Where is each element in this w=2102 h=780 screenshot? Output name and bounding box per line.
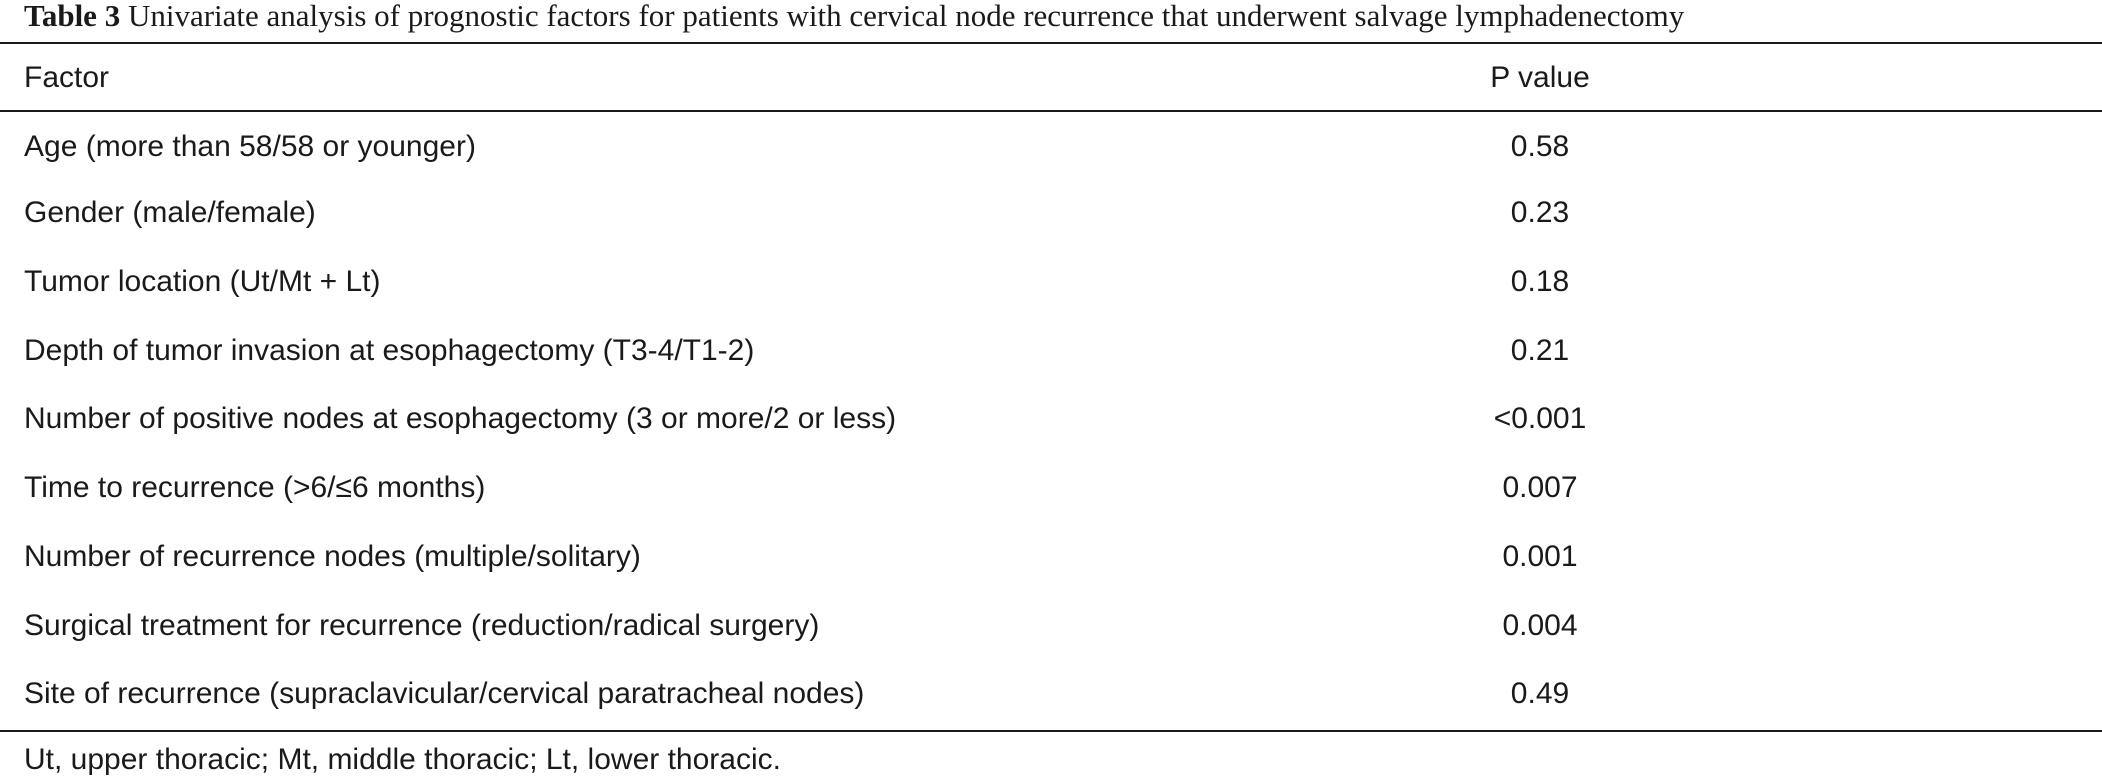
table-row — [0, 454, 2102, 523]
table-caption — [24, 0, 1684, 36]
factor-cell: Site of recurrence (supraclavicular/cervical paratracheal nodes) — [24, 677, 865, 711]
p-value-cell — [1460, 591, 2102, 660]
table-caption-text: Univariate analysis of prognostic factors for patients with cervical node recurrence that underwent salvage lymphadenectomy — [127, 0, 1685, 33]
p-value-text: 0.007 — [1502, 471, 1578, 505]
table-row — [0, 660, 2102, 729]
table-row — [0, 316, 2102, 385]
table-row — [0, 591, 2102, 660]
table-row — [0, 523, 2102, 592]
table-row — [0, 385, 2102, 454]
factor-cell: Surgical treatment for recurrence (reduction/radical surgery) — [24, 608, 820, 642]
p-value-text: 0.001 — [1502, 539, 1578, 573]
prognostic-factors-table — [0, 44, 2102, 729]
p-value-text: 0.58 — [1510, 130, 1570, 164]
p-value-text: 0.23 — [1510, 196, 1570, 230]
p-value-cell — [1460, 523, 2102, 592]
factor-cell: Number of recurrence nodes (multiple/solitary) — [24, 539, 641, 573]
p-value-text: 0.21 — [1510, 333, 1570, 367]
factor-cell: Age (more than 58/58 or younger) — [24, 130, 476, 164]
p-value-text: <0.001 — [1493, 402, 1587, 436]
p-value-cell — [1460, 454, 2102, 523]
p-value-text: 0.18 — [1510, 264, 1570, 298]
factor-cell: Depth of tumor invasion at esophagectomy (T3-4/T1-2) — [24, 333, 755, 367]
p-value-cell — [1460, 179, 2102, 248]
p-value-cell — [1460, 248, 2102, 317]
table-header-row — [0, 44, 2102, 110]
p-value-cell — [1460, 660, 2102, 729]
factor-cell: Time to recurrence (>6/≤6 months) — [24, 471, 486, 505]
table-caption-label: Table 3 — [24, 0, 121, 33]
table-footnote: Ut, upper thoracic; Mt, middle thoracic; Lt, lower thoracic. — [24, 743, 781, 776]
factor-cell: Number of positive nodes at esophagectomy (3 or more/2 or less) — [24, 402, 897, 436]
p-value-cell — [1460, 385, 2102, 454]
table-row — [0, 179, 2102, 248]
factor-cell: Tumor location (Ut/Mt + Lt) — [24, 264, 381, 298]
p-value-text: 0.004 — [1502, 608, 1578, 642]
column-header-factor: Factor — [24, 61, 110, 94]
table-row — [0, 110, 2102, 179]
p-value-cell — [1460, 316, 2102, 385]
factor-cell: Gender (male/female) — [24, 196, 316, 230]
table-bottom-rule — [0, 730, 2102, 732]
p-value-cell — [1460, 110, 2102, 179]
p-value-text: 0.49 — [1510, 677, 1570, 711]
column-header-p-value — [1460, 44, 2102, 110]
column-header-p-value-label: P value — [1490, 61, 1590, 94]
table-row — [0, 248, 2102, 317]
